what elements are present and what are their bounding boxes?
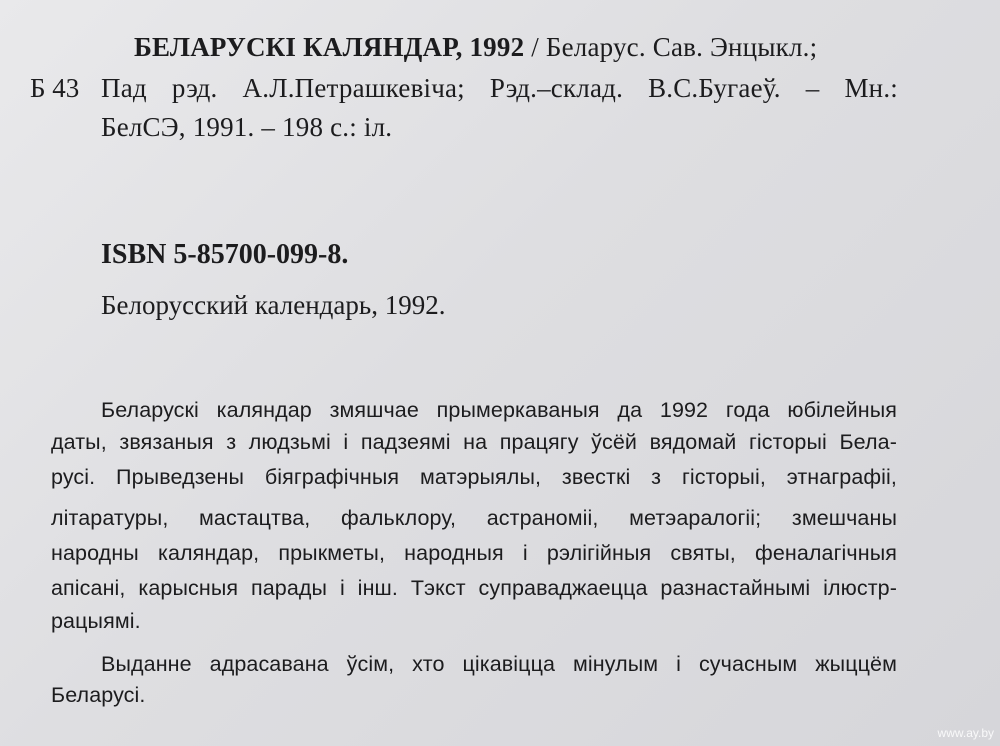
annotation-p1-line-7: рацыямі. (51, 609, 141, 633)
catalog-line-3: БелСЭ, 1991. – 198 с.: іл. (101, 112, 393, 142)
annotation-p2-line-1: Выданне адрасавана ўсім, хто цікавіцца мінулым і сучасным жыццём (101, 652, 897, 676)
annotation-p1-line-4: літаратуры, мастацтва, фальклору, астраноміі, метэаралогіі; змешчаны (51, 506, 897, 530)
annotation-p2-line-2: Беларусі. (51, 683, 146, 707)
annotation-p1-line-2: даты, звязаныя з людзьмі і падзеямі на працягу ўсёй вядомай гісторыі Бела- (51, 430, 897, 454)
annotation-p1-line-1: Беларускі каляндар змяшчае прымеркаваныя да 1992 года юбілейныя (101, 398, 897, 422)
catalog-line-2: Пад рэд. А.Л.Петрашкевіча; Рэд.–склад. В.С.Бугаеў. – Мн.: (101, 73, 898, 103)
catalog-title: БЕЛАРУСКІ КАЛЯНДАР, 1992 (134, 32, 525, 62)
annotation-p1-line-5: народны каляндар, прыкметы, народныя і рэлігійныя святы, феналагічныя (51, 541, 897, 565)
watermark: www.ay.by (937, 726, 994, 740)
isbn: ISBN 5-85700-099-8. (101, 239, 349, 270)
catalog-line-1 (134, 32, 817, 63)
annotation-p1-line-3: русі. Прыведзены біяграфічныя матэрыялы, звесткі з гісторыі, этнаграфіі, (51, 465, 897, 489)
russian-title: Белорусский календарь, 1992. (101, 290, 446, 320)
catalog-line-1-rest: / Беларус. Сав. Энцыкл.; (524, 32, 818, 62)
catalog-classmark: Б 43 (30, 73, 80, 103)
annotation-p1-line-6: апісані, карысныя парады і інш. Тэкст суправаджаецца разнастайнымі ілюстр- (51, 576, 897, 600)
